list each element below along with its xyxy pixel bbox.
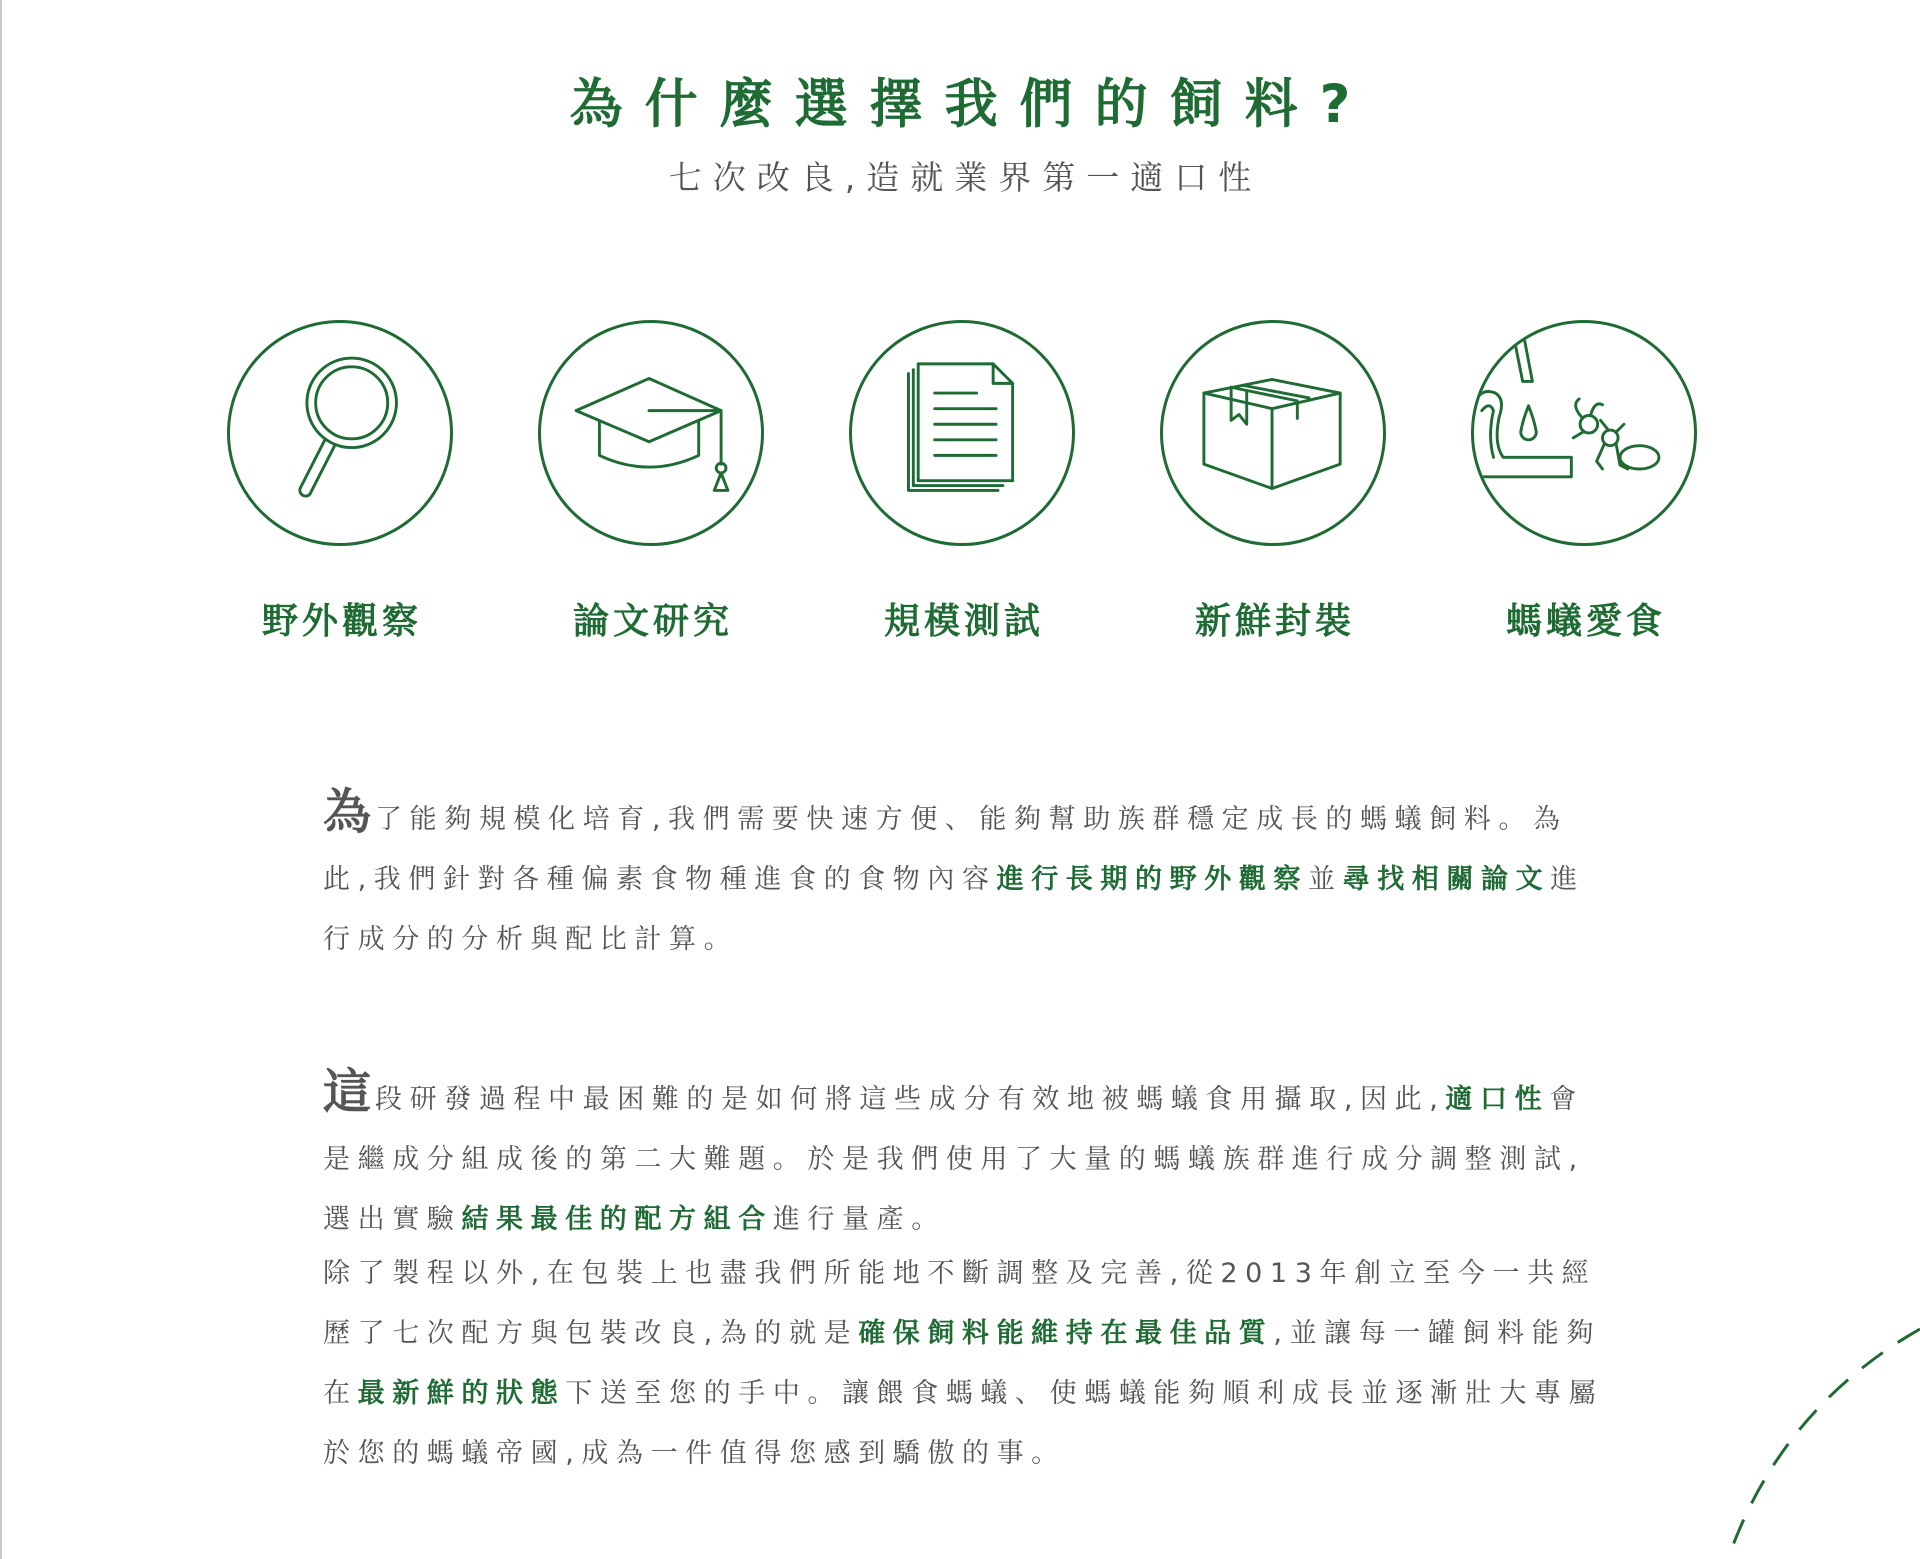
highlight-text: 尋找相關論文	[1342, 864, 1551, 895]
highlight-text: 進行長期的野外觀察	[996, 864, 1308, 895]
section-subtitle: 七次改良,造就業界第一適口性	[668, 158, 1263, 197]
paragraph-text: 並	[1308, 864, 1343, 895]
paragraph-text: ,並讓每一罐飼料能夠在	[323, 1318, 1601, 1409]
highlight-text: 確保飼料能維持在最佳品質	[858, 1318, 1274, 1349]
highlight-text: 適口性	[1445, 1084, 1550, 1115]
development-paragraph	[323, 1062, 1613, 1250]
highlight-text: 結果最佳的配方組合	[461, 1204, 773, 1235]
feature-list	[0, 320, 1920, 650]
dropcap: 為	[323, 784, 376, 840]
feature-label: 論文研究	[572, 601, 733, 642]
package-box-icon	[1160, 320, 1386, 546]
feature-label: 螞蟻愛食	[1505, 601, 1666, 642]
graduation-cap-icon	[538, 320, 764, 546]
magnifier-icon	[227, 320, 453, 546]
paragraph-text: 會是繼成分組成後的第二大難題。於是我們使用了大量的螞蟻族群進行成分調整測試,選出實驗	[323, 1084, 1585, 1235]
dropcap: 這	[323, 1064, 376, 1120]
paragraph-text: 進行量產。	[772, 1204, 946, 1235]
section-title: 為什麼選擇我們的飼料?	[569, 74, 1373, 135]
packaging-paragraph	[323, 1244, 1613, 1484]
paragraph-text: 進行成分的分析與配比計算。	[323, 864, 1585, 955]
paragraph-text: 段研發過程中最困難的是如何將這些成分有效地被螞蟻食用攝取,因此,	[375, 1084, 1446, 1115]
documents-icon	[849, 320, 1075, 546]
paragraph-text: 了能夠規模化培育,我們需要快速方便、能夠幫助族群穩定成長的螞蟻飼料。為此,我們針對各種偏素食物種進食的食物內容	[323, 804, 1568, 895]
paragraph-text: 下送至您的手中。讓餵食螞蟻、使螞蟻能夠順利成長並逐漸壯大專屬於您的螞蟻帝國,成為一件值得您感到驕傲的事。	[323, 1378, 1604, 1469]
highlight-text: 最新鮮的狀態	[357, 1378, 566, 1409]
feature-label: 新鮮封裝	[1194, 601, 1355, 642]
paragraph-text: 除了製程以外,在包裝上也盡我們所能地不斷調整及完善,從2013年創立至今一共經歷了七次配方與包裝改良,為的就是	[323, 1258, 1597, 1349]
feature-label: 野外觀察	[261, 601, 422, 642]
left-border-line	[0, 0, 2, 1559]
ant-feeding-icon	[1471, 320, 1697, 546]
feature-label: 規模測試	[883, 601, 1044, 642]
decorative-dashed-arc	[1700, 1319, 1920, 1559]
intro-paragraph	[323, 782, 1613, 970]
